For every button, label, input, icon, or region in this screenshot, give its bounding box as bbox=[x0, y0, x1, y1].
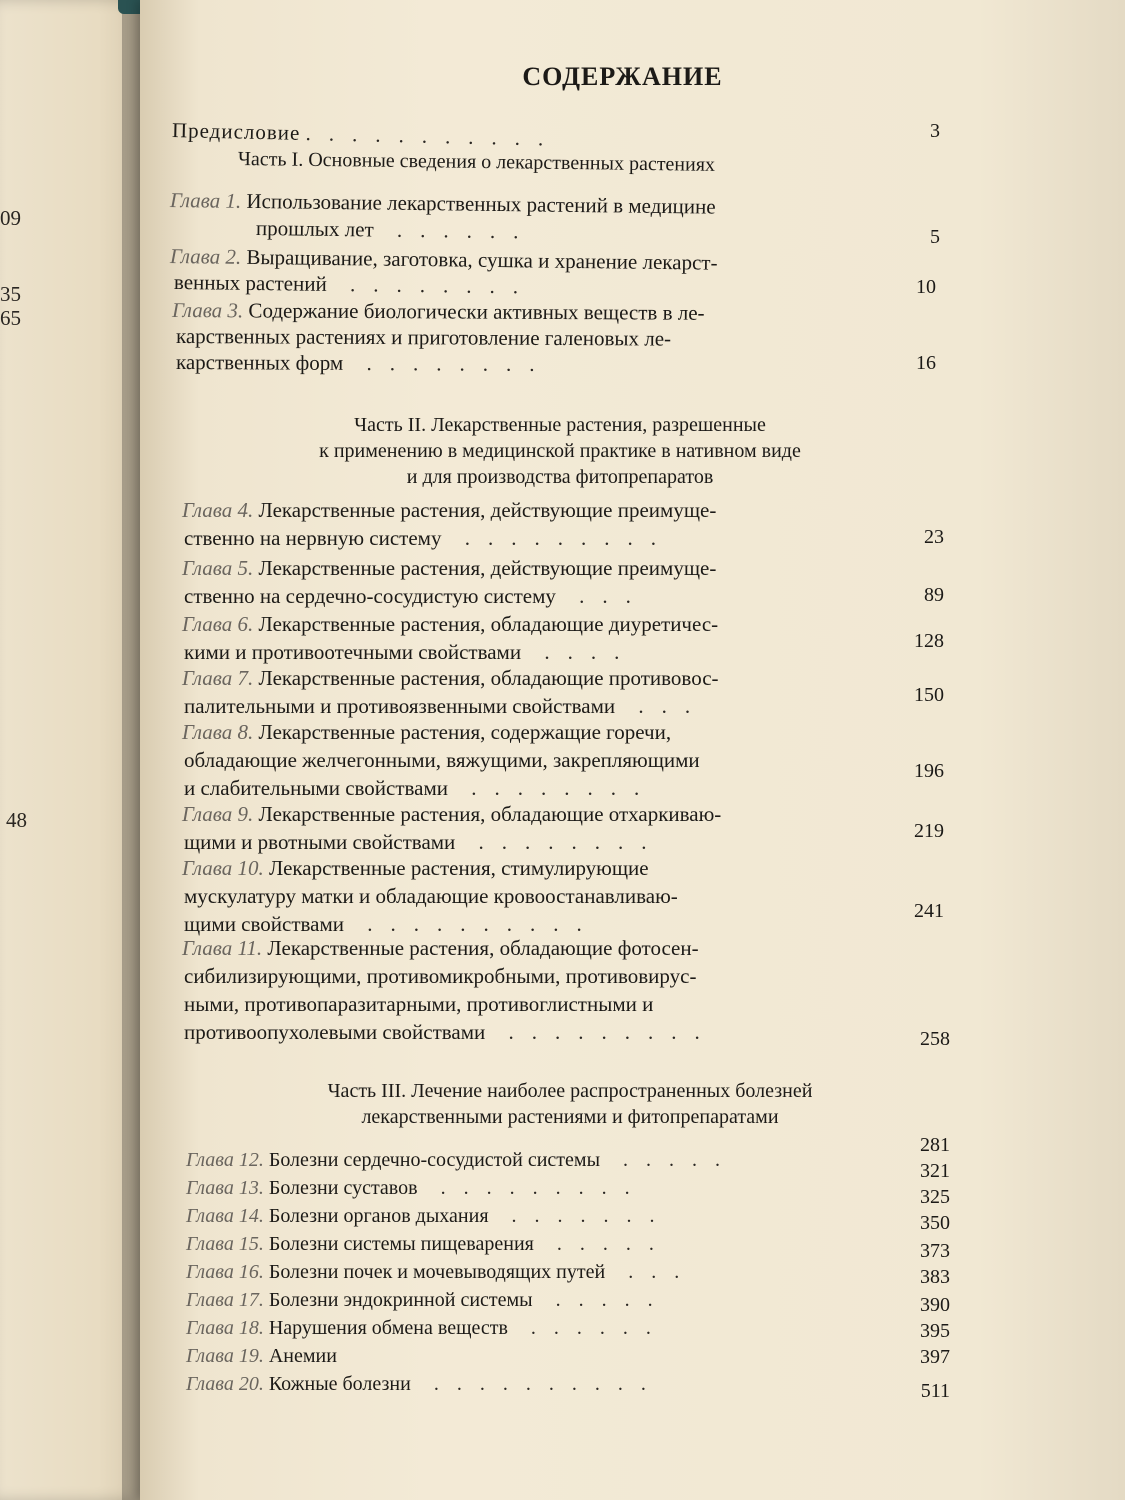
page-number: 3 bbox=[930, 120, 940, 142]
chapter-label: Глава 18. bbox=[186, 1317, 264, 1339]
part-heading-line: и для производства фитопрепаратов bbox=[406, 466, 714, 488]
chapter-label: Глава 20. bbox=[186, 1373, 264, 1395]
dot-leader: ........ bbox=[448, 776, 658, 800]
toc-chapter-line bbox=[184, 524, 864, 552]
dot-leader: ..... bbox=[533, 1233, 672, 1255]
chapter-title-line: Лекарственные растения, содержащие горечи, bbox=[258, 720, 672, 744]
part-heading bbox=[190, 412, 930, 490]
chapter-title-line: Использование лекарственных растений в медицине bbox=[246, 188, 716, 219]
chapter-title-line: карственных форм bbox=[175, 350, 344, 375]
chapter-label: Глава 11. bbox=[182, 936, 263, 960]
dot-leader: .......... bbox=[344, 912, 600, 936]
part-heading-line: Часть II. Лекарственные растения, разрешенные bbox=[354, 414, 766, 436]
chapter-label: Глава 12. bbox=[186, 1149, 264, 1171]
page-number: 511 bbox=[920, 1380, 950, 1402]
toc-chapter bbox=[182, 664, 882, 692]
page-number: 390 bbox=[920, 1294, 950, 1316]
page-number: 373 bbox=[920, 1240, 950, 1262]
left-page bbox=[0, 0, 140, 1500]
page-number: 397 bbox=[920, 1346, 950, 1368]
toc-chapter-line: карственных растениях и приготовление галеновых ле- bbox=[175, 324, 672, 351]
chapter-title-line: щими свойствами bbox=[184, 912, 345, 936]
page-number: 23 bbox=[924, 526, 944, 548]
page-number: 89 bbox=[924, 584, 944, 606]
chapter-label: Глава 13. bbox=[186, 1177, 264, 1199]
chapter-title-line: и слабительными свойствами bbox=[184, 776, 449, 800]
toc-chapter bbox=[186, 1316, 886, 1341]
part-heading bbox=[200, 1078, 940, 1130]
chapter-title-line: ственно на нервную систему bbox=[184, 526, 442, 550]
chapter-title-line: Лекарственные растения, обладающие отхаркиваю- bbox=[258, 802, 722, 826]
preface-label: Предисловие bbox=[171, 118, 301, 145]
toc-chapter-line: мускулатуру матки и обладающие кровоостанавливаю- bbox=[184, 884, 678, 908]
chapter-title-line: Нарушения обмена веществ bbox=[268, 1317, 508, 1339]
chapter-label: Глава 2. bbox=[169, 244, 242, 269]
part-heading-line: лекарственными растениями и фитопрепаратами bbox=[361, 1106, 779, 1128]
chapter-title-line: палительными и противоязвенными свойствами bbox=[184, 694, 616, 718]
page-number: 350 bbox=[920, 1212, 950, 1234]
chapter-title-line: Анемии bbox=[268, 1345, 337, 1367]
chapter-title-line: Выращивание, заготовка, сушка и хранение лекарст- bbox=[246, 244, 718, 275]
page-number: 325 bbox=[920, 1186, 950, 1208]
chapter-label: Глава 15. bbox=[186, 1233, 264, 1255]
left-page-number: 65 bbox=[0, 306, 21, 330]
toc-chapter bbox=[182, 554, 882, 582]
chapter-label: Глава 4. bbox=[182, 498, 254, 522]
toc-chapter-line bbox=[184, 774, 864, 802]
left-page-number: 09 bbox=[0, 206, 21, 230]
toc-chapter-line bbox=[184, 582, 864, 610]
chapter-title-line: Лекарственные растения, действующие преимуще- bbox=[258, 498, 717, 522]
chapter-label: Глава 16. bbox=[186, 1261, 264, 1283]
toc-chapter bbox=[186, 1148, 886, 1173]
toc-chapter bbox=[186, 1232, 886, 1257]
toc-chapter-line bbox=[176, 348, 896, 380]
chapter-title-line: Болезни органов дыхания bbox=[268, 1205, 489, 1227]
dot-leader: .......... bbox=[410, 1373, 664, 1395]
toc-chapter bbox=[182, 934, 882, 962]
dot-leader: ...... bbox=[507, 1317, 669, 1339]
dot-leader: ..... bbox=[600, 1149, 738, 1171]
page-number: 321 bbox=[920, 1160, 950, 1182]
chapter-title-line: кими и противоотечными свойствами bbox=[184, 640, 522, 664]
chapter-title-line: Лекарственные растения, обладающие фотосен- bbox=[267, 936, 699, 960]
toc-chapter bbox=[182, 854, 882, 882]
dot-leader: ........ bbox=[326, 271, 537, 299]
chapter-title-line: венных растений bbox=[173, 270, 327, 296]
chapter-title-line: щими и рвотными свойствами bbox=[184, 830, 456, 854]
toc-chapter-line bbox=[184, 828, 864, 856]
left-page-number: 48 bbox=[6, 808, 27, 832]
chapter-title-line: Болезни почек и мочевыводящих путей bbox=[268, 1261, 606, 1283]
dot-leader: ..... bbox=[532, 1289, 671, 1311]
chapter-label: Глава 8. bbox=[182, 720, 254, 744]
page-number: 10 bbox=[916, 276, 936, 298]
dot-leader: ......... bbox=[417, 1177, 648, 1199]
page-number: 16 bbox=[916, 352, 936, 374]
page-number: 258 bbox=[920, 1028, 950, 1050]
chapter-title-line: Содержание биологически активных веществ в ле- bbox=[248, 298, 705, 325]
part-heading: Часть I. Основные сведения о лекарственных растениях bbox=[237, 148, 716, 176]
toc-chapter bbox=[186, 1204, 886, 1229]
dot-leader: ........... bbox=[305, 121, 562, 151]
toc-chapter bbox=[186, 1288, 886, 1313]
chapter-label: Глава 3. bbox=[171, 298, 244, 323]
toc-chapter-line: обладающие желчегонными, вяжущими, закрепляющими bbox=[184, 748, 700, 772]
chapter-title-line: Болезни эндокринной системы bbox=[268, 1289, 533, 1311]
chapter-title-line: Лекарственные растения, обладающие противовос- bbox=[258, 666, 719, 690]
chapter-label: Глава 17. bbox=[186, 1289, 264, 1311]
page-title: СОДЕРЖАНИЕ bbox=[522, 62, 723, 91]
chapter-title-line: Болезни суставов bbox=[268, 1177, 418, 1199]
dot-leader: ... bbox=[615, 694, 709, 718]
dot-leader: ......... bbox=[441, 526, 674, 550]
toc-chapter bbox=[186, 1344, 886, 1369]
page-number: 241 bbox=[914, 900, 944, 922]
page-number: 5 bbox=[930, 226, 940, 248]
chapter-label: Глава 9. bbox=[182, 802, 254, 826]
chapter-title-line: прошлых лет bbox=[255, 216, 374, 242]
dot-leader: ......... bbox=[485, 1020, 718, 1044]
page-number: 383 bbox=[920, 1266, 950, 1288]
chapter-title-line: ственно на сердечно-сосудистую систему bbox=[184, 584, 556, 608]
toc-chapter-line bbox=[184, 638, 864, 666]
page-number: 150 bbox=[914, 684, 944, 706]
dot-leader: ........ bbox=[343, 350, 553, 376]
chapter-label: Глава 1. bbox=[169, 188, 242, 213]
toc-chapter bbox=[186, 1176, 886, 1201]
part-heading-line: Часть III. Лечение наиболее распространенных болезней bbox=[327, 1080, 813, 1102]
toc-chapter-line bbox=[184, 692, 864, 720]
toc-chapter bbox=[182, 800, 882, 828]
chapter-label: Глава 14. bbox=[186, 1205, 264, 1227]
part-heading-line: к применению в медицинской практике в нативном виде bbox=[319, 440, 801, 462]
toc-chapter-line: сибилизирующими, противомикробными, противовирус- bbox=[184, 964, 697, 988]
chapter-title-line: противоопухолевыми свойствами bbox=[184, 1020, 486, 1044]
dot-leader: ....... bbox=[488, 1205, 673, 1227]
dot-leader: ... bbox=[555, 584, 649, 608]
toc-chapter-line: ными, противопаразитарными, противоглистными и bbox=[184, 992, 654, 1016]
toc-chapter bbox=[182, 610, 882, 638]
page-number: 196 bbox=[914, 760, 944, 782]
dot-leader: ... bbox=[605, 1261, 698, 1283]
toc-chapter bbox=[186, 1260, 886, 1285]
page-number: 281 bbox=[920, 1134, 950, 1156]
chapter-title-line: Болезни системы пищеварения bbox=[268, 1233, 534, 1255]
dot-leader: ........ bbox=[455, 830, 665, 854]
page-number: 128 bbox=[914, 630, 944, 652]
dot-leader: ...... bbox=[373, 217, 537, 244]
chapter-title-line: Кожные болезни bbox=[268, 1373, 411, 1395]
chapter-title-line: Лекарственные растения, обладающие диуретичес- bbox=[258, 612, 719, 636]
dot-leader: .... bbox=[521, 640, 638, 664]
chapter-label: Глава 5. bbox=[182, 556, 254, 580]
toc-chapter-line bbox=[184, 1018, 864, 1046]
chapter-label: Глава 19. bbox=[186, 1345, 264, 1367]
chapter-title-line: Болезни сердечно-сосудистой системы bbox=[268, 1149, 600, 1171]
page-number: 395 bbox=[920, 1320, 950, 1342]
toc-chapter bbox=[186, 1372, 886, 1397]
chapter-title-line: Лекарственные растения, стимулирующие bbox=[268, 856, 649, 880]
chapter-title-line: Лекарственные растения, действующие преимуще- bbox=[258, 556, 717, 580]
left-page-number: 35 bbox=[0, 282, 21, 306]
toc-chapter bbox=[182, 496, 882, 524]
chapter-label: Глава 6. bbox=[182, 612, 254, 636]
chapter-label: Глава 7. bbox=[182, 666, 254, 690]
chapter-label: Глава 10. bbox=[182, 856, 264, 880]
page-number: 219 bbox=[914, 820, 944, 842]
toc-chapter bbox=[182, 718, 882, 746]
